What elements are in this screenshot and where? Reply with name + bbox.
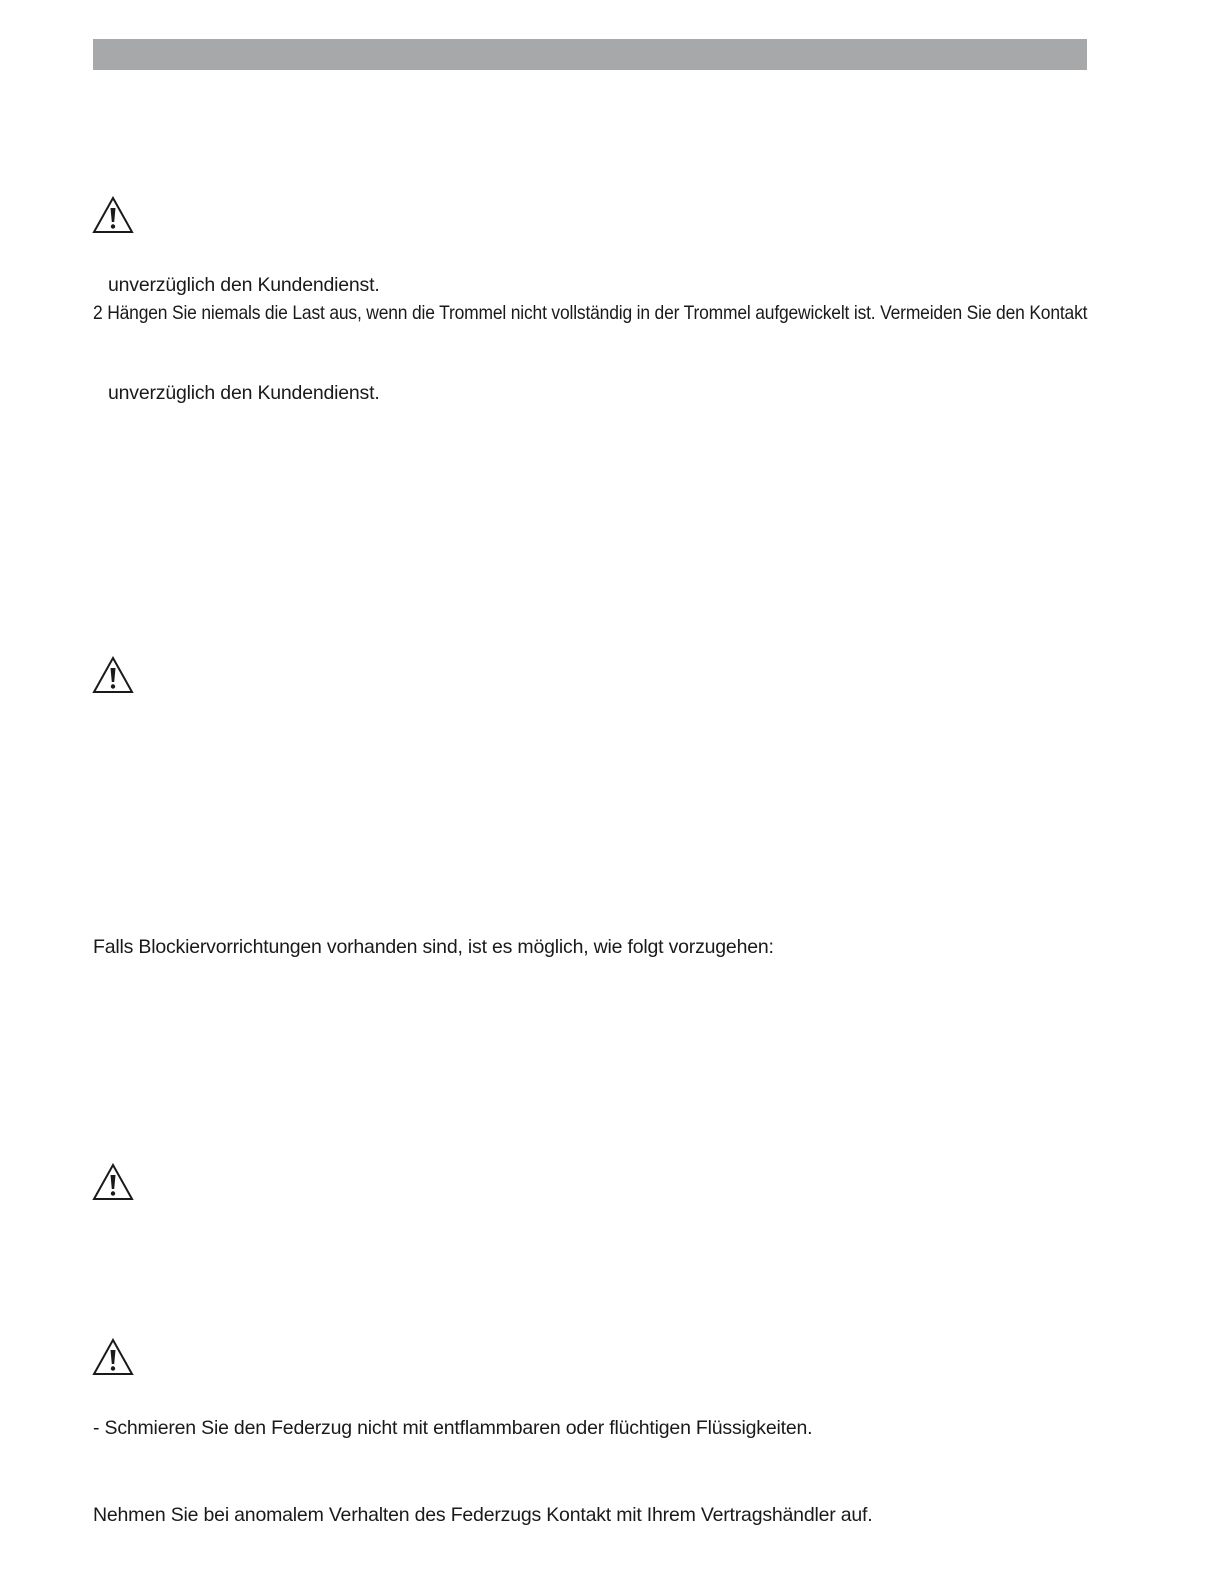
warning-triangle-icon bbox=[92, 1338, 134, 1376]
warning-triangle-icon bbox=[92, 656, 134, 694]
warning-triangle-icon bbox=[92, 196, 134, 234]
bullet-line: - Schmieren Sie den Federzug nicht mit entflammbaren oder flüchtigen Flüssigkeiten. bbox=[93, 1417, 813, 1439]
text-line: Falls Blockiervorrichtungen vorhanden sind, ist es möglich, wie folgt vorzugehen: bbox=[93, 936, 774, 958]
header-bar bbox=[93, 39, 1087, 70]
text-line-numbered: 2 Hängen Sie niemals die Last aus, wenn die Trommel nicht vollständig in der Trommel aufgewickelt ist. Vermeiden Sie den Kontakt bbox=[93, 302, 1088, 324]
text-line: unverzüglich den Kundendienst. bbox=[108, 274, 380, 296]
warning-triangle-icon bbox=[92, 1163, 134, 1201]
text-line: Nehmen Sie bei anomalem Verhalten des Federzugs Kontakt mit Ihrem Vertragshändler auf. bbox=[93, 1504, 873, 1526]
text-line: unverzüglich den Kundendienst. bbox=[108, 382, 380, 404]
